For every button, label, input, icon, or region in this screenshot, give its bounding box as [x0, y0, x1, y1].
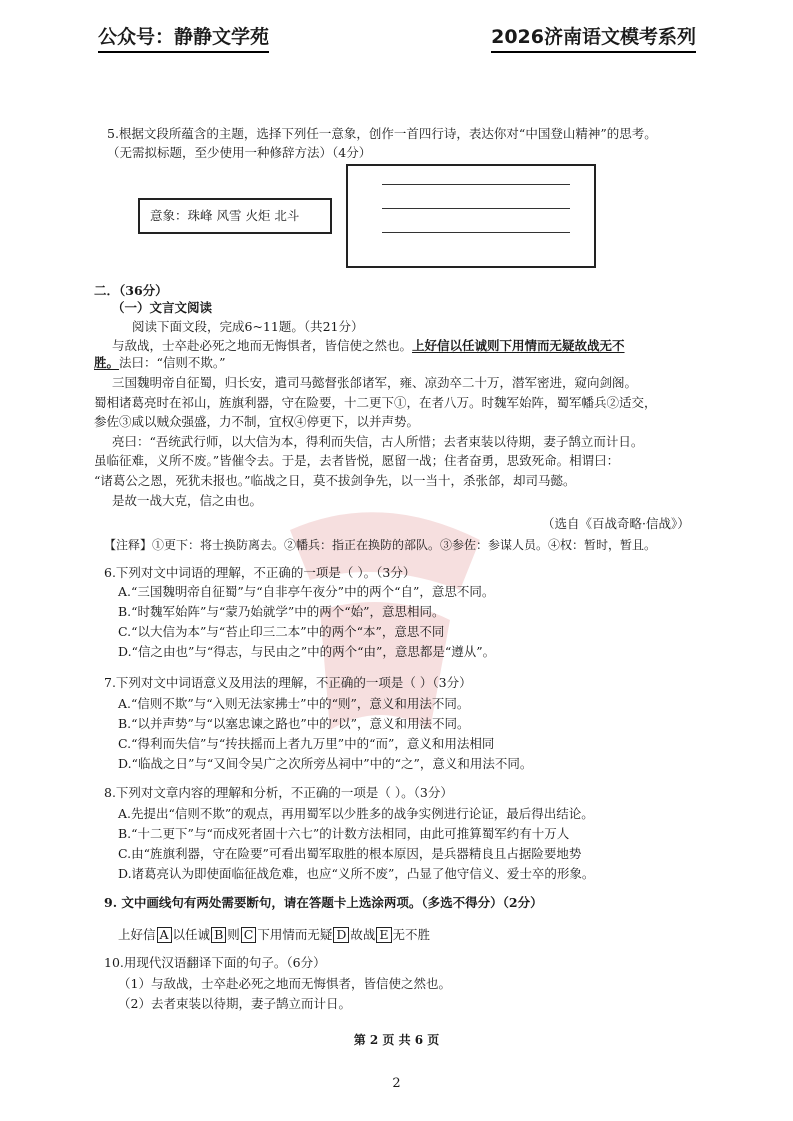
q8-option-d: D.诸葛亮认为即使面临征战危难，也应“义所不废”，凸显了他守信义、爱士卒的形象。: [118, 866, 595, 881]
q7-option-a: A.“信则不欺”与“入则无法家拂士”中的“则”，意义和用法不同。: [118, 696, 470, 711]
passage-line: 亮曰：“吾统武行师，以大信为本，得利而失信，古人所惜；去者束装以待期，妻子鹄立而计日。: [112, 434, 644, 449]
q5-images: 意象：珠峰 风雪 火炬 北斗: [150, 208, 300, 223]
q8-option-b: B.“十二更下”与“而戍死者固十六七”的计数方法相同，由此可推算蜀军约有十万人: [118, 826, 570, 841]
passage-line: 三国魏明帝自征蜀，归长安，遣司马懿督张郃诸军，雍、凉劲卒二十万，潜军密进，窥向剑阁。: [112, 375, 638, 390]
q10-stem: 10.用现代汉语翻译下面的句子。（6分）: [104, 955, 326, 970]
page-number: 2: [392, 1076, 401, 1091]
q6-option-a: A.“三国魏明帝自征蜀”与“自非亭午夜分”中的两个“自”，意思不同。: [118, 584, 495, 599]
section2-instruction: 阅读下面文段，完成6~11题。（共21分）: [132, 319, 364, 334]
break-option-c[interactable]: C: [241, 927, 257, 943]
q7-option-b: B.“以并声势”与“以塞忠谏之路也”中的“以”，意义和用法不同。: [118, 716, 470, 731]
q5-answer-box: [346, 164, 596, 268]
q6-option-d: D.“信之由也”与“得志，与民由之”中的两个“由”，意思都是“遵从”。: [118, 644, 496, 659]
section2-title: 二．（36分）: [94, 283, 168, 298]
passage-line: 参佐③咸以贼众强盛，力不制，宜权④停更下，以并声势。: [94, 414, 420, 429]
q8-option-a: A.先提出“信则不欺”的观点，再用蜀军以少胜多的战争实例进行论证，最后得出结论。: [118, 806, 594, 821]
section2-subtitle: （一）文言文阅读: [112, 300, 213, 315]
q10-sentence-1: （1）与敌战，士卒赴必死之地而无悔惧者，皆信使之然也。: [118, 976, 451, 991]
q6-option-b: B.“时魏军始阵”与“蒙乃始就学”中的两个“始”，意思相同。: [118, 604, 445, 619]
header-right: 2026济南语文模考系列: [491, 22, 696, 53]
q5-line2: （无需拟标题，至少使用一种修辞方法）（4分）: [107, 145, 372, 160]
header-left: 公众号：静静文学苑: [98, 22, 269, 53]
q6-option-c: C.“以大信为本”与“苔止印三二本”中的两个“本”，意思不同: [118, 624, 445, 639]
q7-option-d: D.“临战之日”与“又间令吴广之次所旁丛祠中”中的“之”，意义和用法不同。: [118, 756, 533, 771]
answer-line: [382, 208, 570, 209]
q7-option-c: C.“得利而失信”与“抟扶摇而上者九万里”中的“而”，意义和用法相同: [118, 736, 495, 751]
q8-stem: 8.下列对文章内容的理解和分析，不正确的一项是（ ）。（3分）: [104, 785, 453, 800]
q9-sentence: 上好信 A 以任诚 B 则 C 下用情而无疑 D 故战 E 无不胜: [118, 927, 431, 942]
q7-stem: 7.下列对文中词语意义及用法的理解，不正确的一项是（ ）（3分）: [104, 675, 472, 690]
passage-notes: 【注释】①更下：将士换防离去。②幡兵：指正在换防的部队。③参佐：参谋人员。④权：暂时，暂且。: [104, 538, 657, 552]
passage-source: （选自《百战奇略·信战》）: [542, 516, 690, 531]
answer-line: [382, 232, 570, 233]
q5-image-box: [138, 198, 332, 234]
q9-stem: 9. 文中画线句有两处需要断句，请在答题卡上选涂两项。（多选不得分）（2分）: [104, 895, 543, 910]
break-option-a[interactable]: A: [157, 927, 172, 943]
page-indicator: 第 2 页 共 6 页: [353, 1033, 440, 1047]
passage-line: 是故一战大克，信之由也。: [112, 493, 263, 508]
break-option-e[interactable]: E: [376, 927, 391, 943]
answer-line: [382, 184, 570, 185]
passage-p1-cont: 胜。法曰：“信则不欺。”: [94, 355, 226, 370]
break-option-d[interactable]: D: [333, 927, 349, 943]
q10-sentence-2: （2）去者束装以待期，妻子鹄立而计日。: [118, 996, 351, 1011]
passage-p1: 与敌战，士卒赴必死之地而无悔惧者，皆信使之然也。上好信以任诚则下用情而无疑故战无不: [112, 338, 625, 353]
passage-line: 虽临征难，义所不废。”皆催令去。于是，去者皆悦，愿留一战；住者奋勇，思致死命。相谓曰：: [94, 453, 620, 468]
passage-line: “诸葛公之恩，死犹未报也。”临战之日，莫不拔剑争先，以一当十，杀张郃，却司马懿。: [94, 473, 576, 488]
passage-line: 蜀相诸葛亮时在祁山，旌旗利器，守在险要，十二更下①，在者八万。时魏军始阵，蜀军幡兵②适交，: [94, 395, 657, 410]
q8-option-c: C.由“旌旗利器，守在险要”可看出蜀军取胜的根本原因，是兵器精良且占据险要地势: [118, 846, 582, 861]
break-option-b[interactable]: B: [211, 927, 226, 943]
q5-line1: 5.根据文段所蕴含的主题，选择下列任一意象，创作一首四行诗，表达你对“中国登山精神”的思考。: [107, 126, 657, 141]
q6-stem: 6.下列对文中词语的理解，不正确的一项是（ ）。（3分）: [104, 565, 416, 580]
